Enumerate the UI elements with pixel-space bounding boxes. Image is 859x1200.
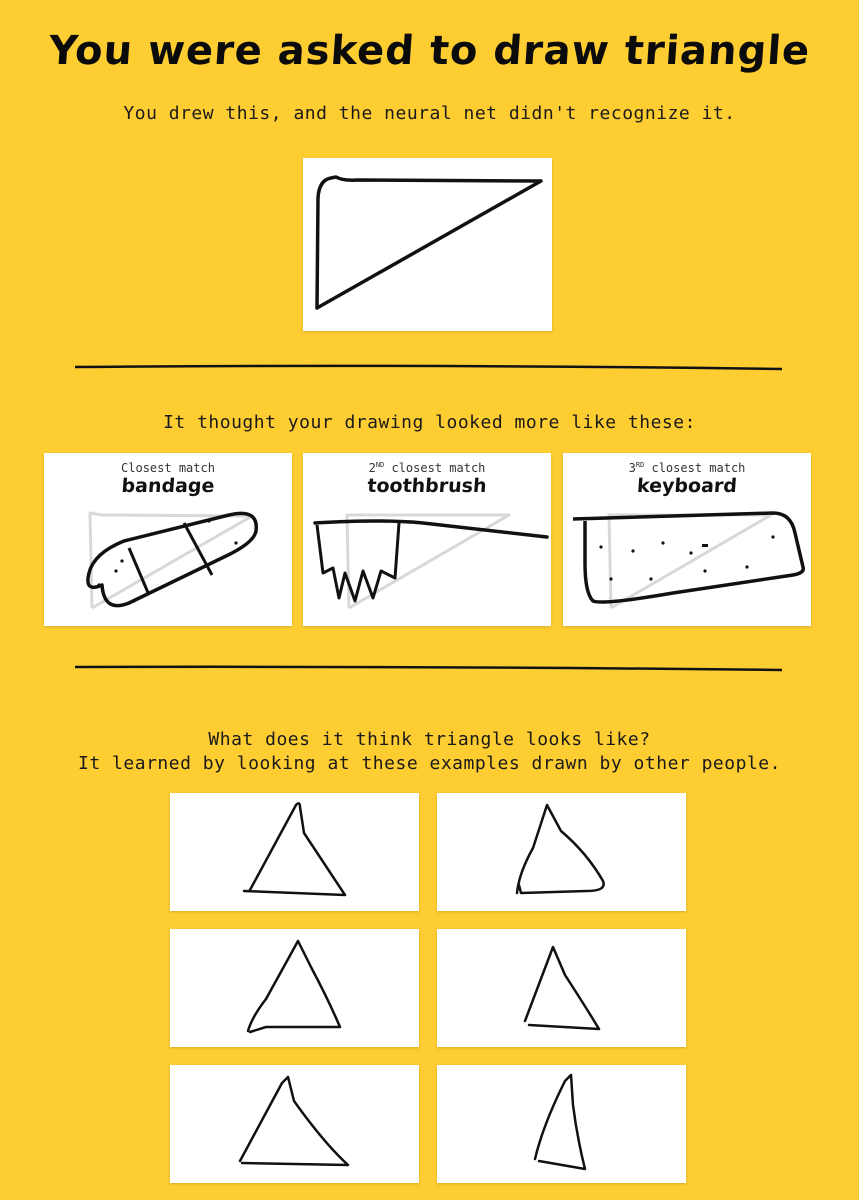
page-title: You were asked to draw triangle <box>47 28 812 74</box>
match-card-toothbrush <box>303 453 551 626</box>
example-card <box>170 793 419 911</box>
triangle-example-drawing-icon <box>437 793 686 911</box>
example-card <box>170 1065 419 1183</box>
match-name: toothbrush <box>366 475 488 497</box>
triangle-example-drawing-icon <box>170 1065 419 1183</box>
bandage-drawing-icon <box>44 453 292 626</box>
match-card-keyboard <box>563 453 811 626</box>
match-name: bandage <box>120 475 216 497</box>
example-card <box>437 929 686 1047</box>
triangle-example-drawing-icon <box>170 793 419 911</box>
section-divider <box>75 362 782 372</box>
section-divider <box>75 663 782 673</box>
toothbrush-drawing-icon <box>303 453 551 626</box>
example-card <box>437 1065 686 1183</box>
match-rank-label: 2ND closest match <box>368 461 486 475</box>
examples-heading-line1: What does it think triangle looks like? <box>208 729 651 750</box>
user-triangle-drawing-icon <box>303 158 552 331</box>
keyboard-drawing-icon <box>563 453 811 626</box>
example-card <box>170 929 419 1047</box>
examples-heading-line2: It learned by looking at these examples drawn by other people. <box>78 753 781 774</box>
example-card <box>437 793 686 911</box>
triangle-example-drawing-icon <box>437 1065 686 1183</box>
match-rank-label: 3RD closest match <box>628 461 746 475</box>
triangle-example-drawing-icon <box>170 929 419 1047</box>
matches-heading: It thought your drawing looked more like these: <box>163 412 696 433</box>
user-drawing-card <box>303 158 552 331</box>
triangle-example-drawing-icon <box>437 929 686 1047</box>
match-name: keyboard <box>636 475 738 497</box>
match-rank-label: Closest match <box>121 461 215 475</box>
result-subtitle: You drew this, and the neural net didn't recognize it. <box>123 103 736 124</box>
match-card-bandage <box>44 453 292 626</box>
